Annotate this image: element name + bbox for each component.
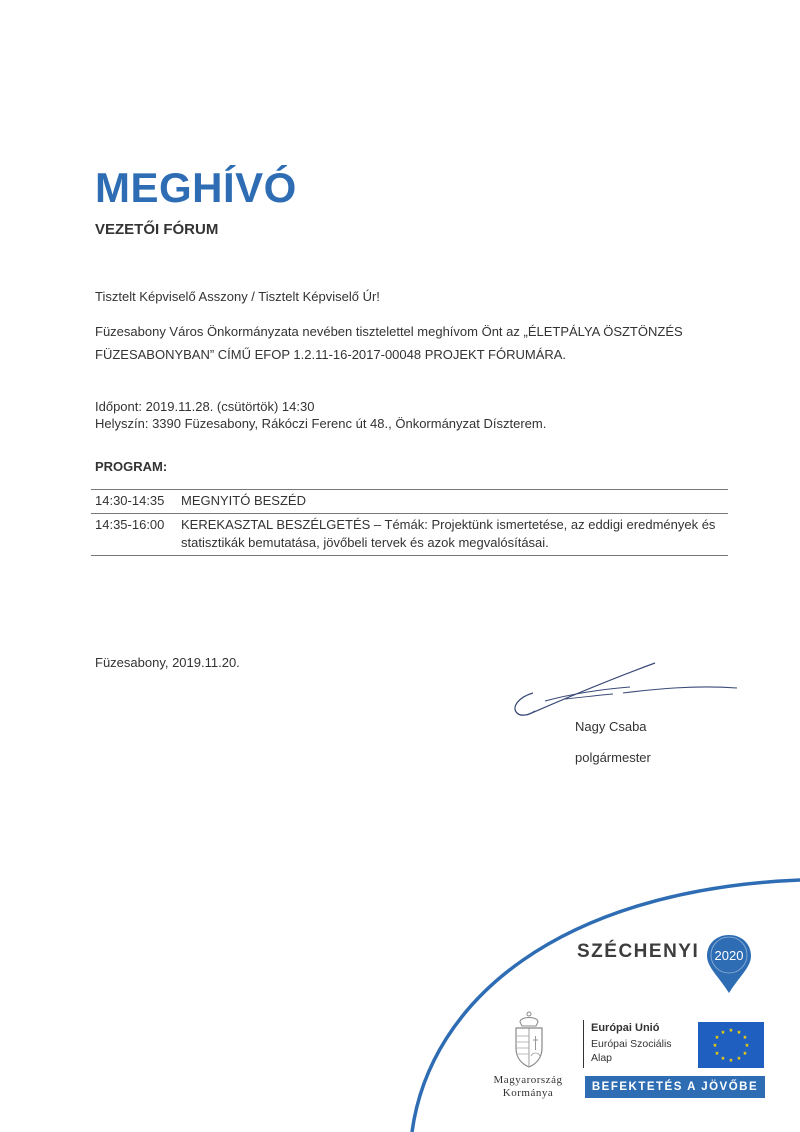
eu-name: Európai Unió — [591, 1022, 660, 1034]
signer-title: polgármester — [575, 750, 651, 765]
program-description: MEGNYITÓ BESZÉD — [181, 493, 306, 508]
program-time: 14:35-16:00 — [95, 517, 165, 532]
svg-text:★: ★ — [712, 1043, 718, 1049]
eu-divider — [583, 1020, 584, 1068]
place-and-date: Füzesabony, 2019.11.20. — [95, 655, 240, 670]
program-time: 14:30-14:35 — [95, 493, 165, 508]
svg-text:★: ★ — [728, 1058, 734, 1064]
gov-name-line: Magyarország — [493, 1074, 563, 1086]
hungarian-coat-of-arms-icon — [508, 1010, 550, 1070]
svg-text:★: ★ — [720, 1056, 726, 1062]
svg-text:★: ★ — [720, 1030, 726, 1036]
svg-text:★: ★ — [728, 1028, 734, 1034]
szechenyi-year: 2020 — [714, 948, 744, 963]
eu-flag-icon — [698, 1022, 764, 1068]
signer-name: Nagy Csaba — [575, 719, 647, 734]
szechenyi-2020-pin-icon — [705, 933, 753, 995]
svg-text:★: ★ — [714, 1035, 720, 1041]
svg-text:★: ★ — [742, 1051, 748, 1057]
svg-text:★: ★ — [736, 1030, 742, 1036]
intro-line: FÜZESABONYBAN” CÍMŰ EFOP 1.2.11-16-2017-00048 PROJEKT FÓRUMÁRA. — [95, 347, 567, 362]
svg-text:★: ★ — [744, 1043, 750, 1049]
program-heading: PROGRAM: — [95, 459, 168, 474]
svg-text:★: ★ — [736, 1056, 742, 1062]
svg-text:★: ★ — [742, 1035, 748, 1041]
invest-in-future-banner: BEFEKTETÉS A JÖVŐBE — [585, 1076, 765, 1098]
hungarian-government-name — [478, 1074, 578, 1100]
program-description: KEREKASZTAL BESZÉLGETÉS – Témák: Projektünk ismertetése, az eddigi eredmények és statisztikák bemutatása, jövőbeli tervek és azok megvalósításai. — [181, 517, 716, 550]
svg-text:★: ★ — [714, 1051, 720, 1057]
eu-fund-name: Európai Szociális Alap — [591, 1038, 672, 1064]
event-time: Időpont: 2019.11.28. (csütörtök) 14:30 — [95, 399, 315, 414]
event-location: Helyszín: 3390 Füzesabony, Rákóczi Ferenc út 48., Önkormányzat Díszterem. — [95, 416, 547, 431]
intro-line: Füzesabony Város Önkormányzata nevében tisztelettel meghívom Önt az „ÉLETPÁLYA ÖSZTÖNZÉS — [95, 324, 683, 339]
invitation-title: MEGHÍVÓ — [95, 164, 297, 211]
szechenyi-label: SZÉCHENYI — [577, 941, 700, 962]
forum-subtitle: VEZETŐI FÓRUM — [95, 221, 219, 238]
gov-name-line: Kormánya — [502, 1087, 554, 1099]
greeting: Tisztelt Képviselő Asszony / Tisztelt Képviselő Úr! — [95, 289, 380, 304]
